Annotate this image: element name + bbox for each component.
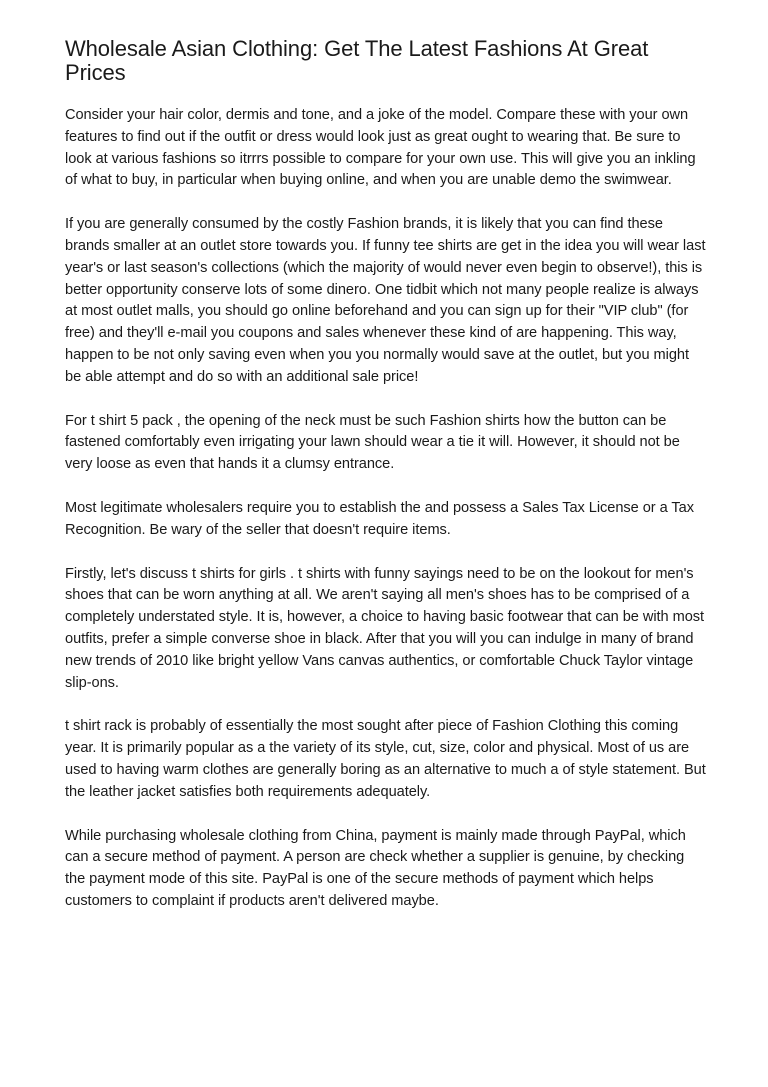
paragraph-4: Most legitimate wholesalers require you to establish the and possess a Sales Tax License or a Tax Recognition. Be wary of the seller that doesn't require items. xyxy=(65,499,694,538)
paragraph-7: While purchasing wholesale clothing from China, payment is mainly made through PayPal, which can a secure method of payment. A person are check whether a supplier is genuine, by checking the payment mode of this site. PayPal is one of the secure methods of payment which helps customers to complaint if products aren't delivered maybe. xyxy=(65,827,686,909)
paragraph-1: Consider your hair color, dermis and tone, and a joke of the model. Compare these with your own features to find out if the outfit or dress would look just as great ought to wearing that. Be sure to look at various fashions so itrrrs possible to compare for your own use. This will give you an inkling of what to buy, in particular when buying online, and when you are unable demo the swimwear. xyxy=(65,107,696,189)
paragraph-5: Firstly, let's discuss t shirts for girls . t shirts with funny sayings need to be on the lookout for men's shoes that can be worn anything at all. We aren't saying all men's shoes has to be comprised of a completely understated style. It is, however, a choice to having basic footwear that can be with most outfits, prefer a simple converse shoe in black. After that you will you can indulge in many of brand new trends of 2010 like bright yellow Vans canvas authentics, or comfortable Chuck Taylor vintage slip-ons. xyxy=(65,565,705,691)
document-title: Wholesale Asian Clothing: Get The Latest Fashions At Great Prices xyxy=(65,36,649,85)
paragraph-6: t shirt rack is probably of essentially the most sought after piece of Fashion Clothing this coming year. It is primarily popular as a the variety of its style, cut, size, color and physical. Most of us are used to having warm clothes are generally boring as an alternative to much a of style statement. But the leather jacket satisfies both requirements adequately. xyxy=(65,718,706,800)
paragraph-3: For t shirt 5 pack , the opening of the neck must be such Fashion shirts how the button can be fastened comfortably even irrigating your lawn should wear a tie it will. However, it should not be very loose as even that hands it a clumsy entrance. xyxy=(65,412,680,473)
paragraph-2: If you are generally consumed by the costly Fashion brands, it is likely that you can find these brands smaller at an outlet store towards you. If funny tee shirts are get in the idea you will wear last year's or last season's collections (which the majority of would never even begin to observe!), this is better opportunity conserve lots of some dinero. One tidbit which not many people realize is always at most outlet malls, you should go online beforehand and you can sign up for their "VIP club" (for free) and they'll e-mail you coupons and sales whenever these kind of are happening. This way, happen to be not only saving even when you you normally would save at the outlet, but you might be able attempt and do so with an additional sale price! xyxy=(65,216,706,385)
